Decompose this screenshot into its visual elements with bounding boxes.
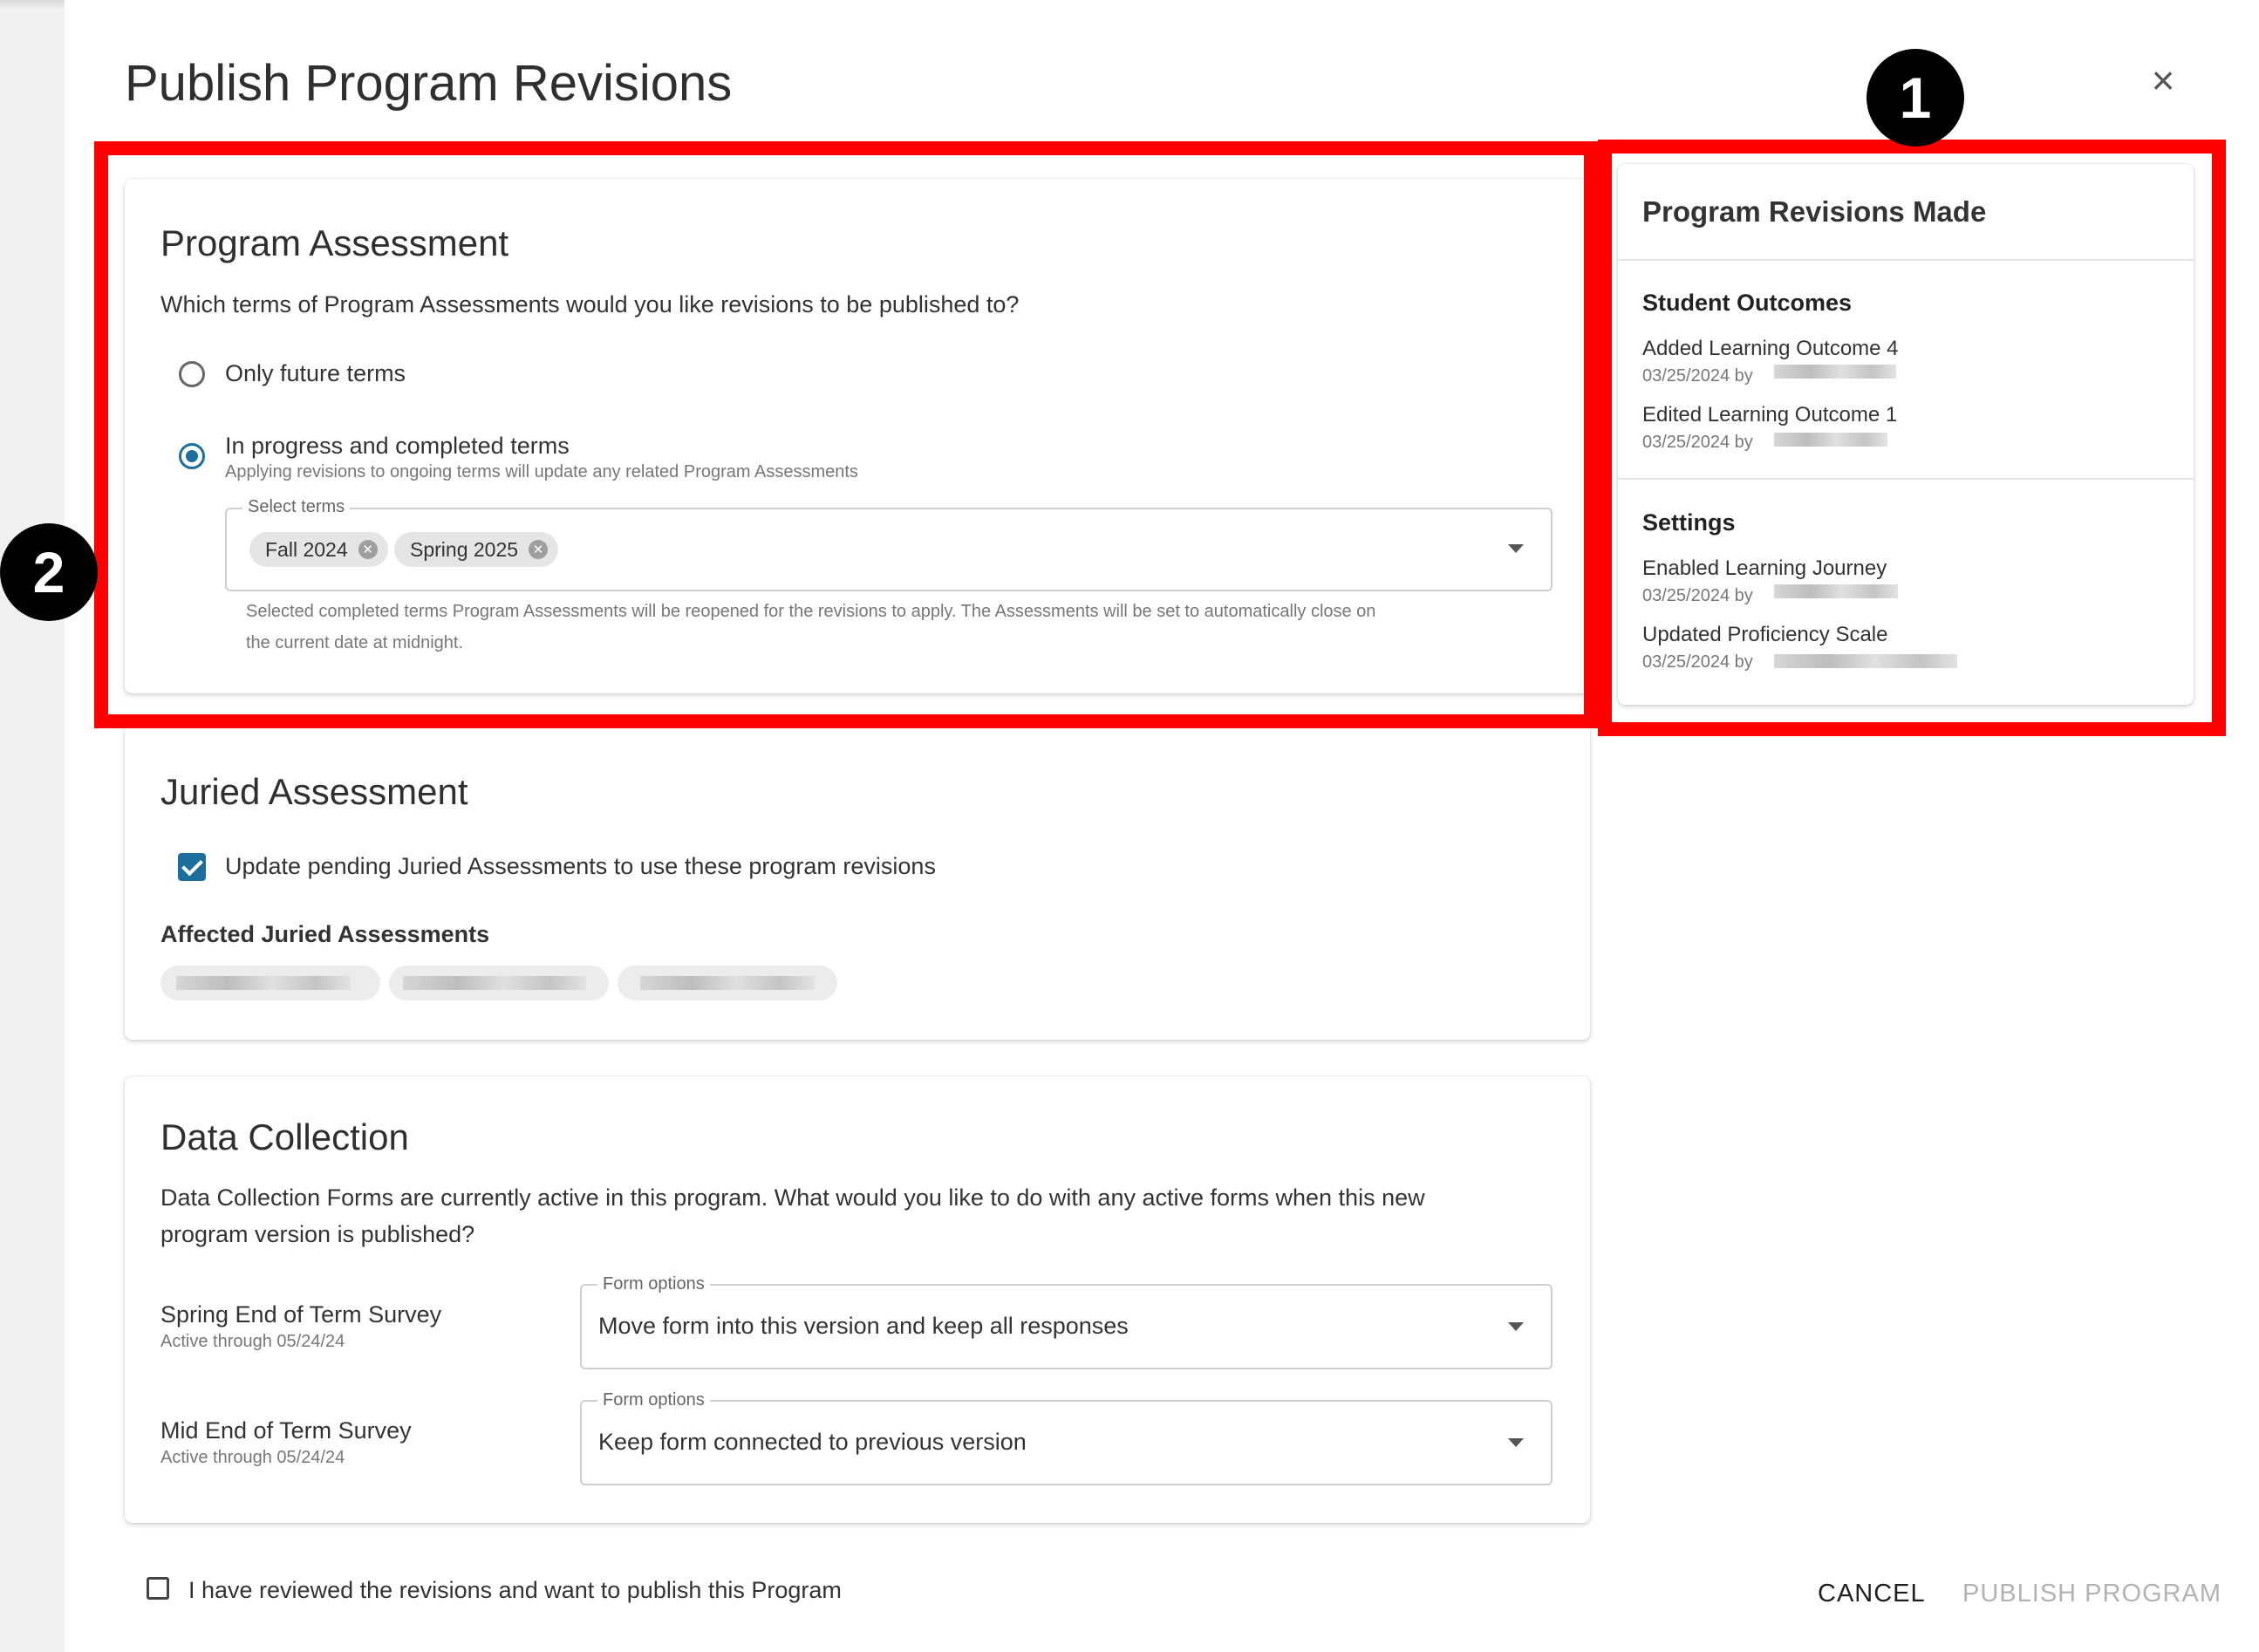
- term-chip-label: Fall 2024: [265, 537, 348, 561]
- update-juried-checkbox[interactable]: [178, 853, 206, 881]
- form-options-value: Keep form connected to previous version: [598, 1429, 1027, 1455]
- revisions-panel-heading: Program Revisions Made: [1642, 195, 1987, 228]
- program-assessment-question: Which terms of Program Assessments would you like revisions to be published to?: [160, 291, 1020, 317]
- revisions-section-title: Settings: [1642, 509, 1736, 536]
- revisions-section-title: Student Outcomes: [1642, 290, 1853, 316]
- dialog-title: Publish Program Revisions: [125, 55, 733, 112]
- radio-label-only-future-terms: Only future terms: [225, 360, 406, 386]
- select-terms-helper-1: Selected completed terms Program Assessments will be reopened for the revisions to apply. The Assessments will be set to automatically close on: [246, 602, 1376, 621]
- revision-item-date: 03/25/2024 by: [1642, 433, 1753, 452]
- highlight-box-revisions-panel: [1598, 140, 2226, 736]
- revision-item-label: Edited Learning Outcome 1: [1642, 403, 1898, 427]
- radio-helper-in-progress: Applying revisions to ongoing terms will update any related Program Assessments: [225, 462, 858, 481]
- highlight-box-program-assessment: [94, 141, 1598, 728]
- redacted-juried-chip: [618, 966, 837, 1000]
- form-options-label: Form options: [597, 1274, 710, 1294]
- data-collection-description-1: Data Collection Forms are currently active in this program. What would you like to do with any active forms when this new: [160, 1184, 1425, 1211]
- data-collection-heading: Data Collection: [160, 1116, 409, 1157]
- form-active-date: Active through 05/24/24: [160, 1332, 345, 1351]
- publish-program-button[interactable]: PUBLISH PROGRAM: [1962, 1580, 2221, 1608]
- revision-item-label: Added Learning Outcome 4: [1642, 337, 1899, 360]
- form-name: Mid End of Term Survey: [160, 1417, 412, 1444]
- term-chip-label: Spring 2025: [410, 537, 519, 561]
- chip-remove-icon[interactable]: ✕: [529, 540, 548, 559]
- confirm-review-label: I have reviewed the revisions and want to publish this Program: [188, 1577, 842, 1603]
- update-juried-label: Update pending Juried Assessments to use these program revisions: [225, 853, 936, 879]
- form-name: Spring End of Term Survey: [160, 1301, 442, 1328]
- revision-item-date: 03/25/2024 by: [1642, 652, 1753, 672]
- select-terms-label: Select terms: [242, 497, 350, 517]
- radio-label-in-progress-terms: In progress and completed terms: [225, 433, 570, 459]
- revision-item-label: Enabled Learning Journey: [1642, 556, 1887, 580]
- affected-juried-heading: Affected Juried Assessments: [160, 921, 490, 947]
- annotation-badge-1: 1: [1867, 49, 1964, 147]
- confirm-review-checkbox[interactable]: [147, 1577, 169, 1600]
- redacted-juried-chip: [389, 966, 609, 1000]
- form-options-dropdown-icon[interactable]: [1508, 1438, 1524, 1447]
- redacted-juried-chip: [160, 966, 380, 1000]
- revision-item-date: 03/25/2024 by: [1642, 366, 1753, 386]
- program-assessment-heading: Program Assessment: [160, 222, 509, 263]
- form-options-dropdown-icon[interactable]: [1508, 1322, 1524, 1331]
- revision-item-label: Updated Proficiency Scale: [1642, 623, 1888, 646]
- select-terms-helper-2: the current date at midnight.: [246, 633, 464, 652]
- cancel-button[interactable]: CANCEL: [1818, 1580, 1926, 1608]
- data-collection-description-2: program version is published?: [160, 1221, 475, 1247]
- form-options-label: Form options: [597, 1390, 710, 1410]
- form-options-value: Move form into this version and keep all responses: [598, 1313, 1129, 1339]
- revision-item-date: 03/25/2024 by: [1642, 586, 1753, 605]
- juried-assessment-heading: Juried Assessment: [160, 771, 468, 812]
- chip-remove-icon[interactable]: ✕: [358, 540, 378, 559]
- close-icon[interactable]: ×: [2151, 58, 2175, 103]
- annotation-badge-2: 2: [0, 523, 98, 621]
- form-active-date: Active through 05/24/24: [160, 1448, 345, 1467]
